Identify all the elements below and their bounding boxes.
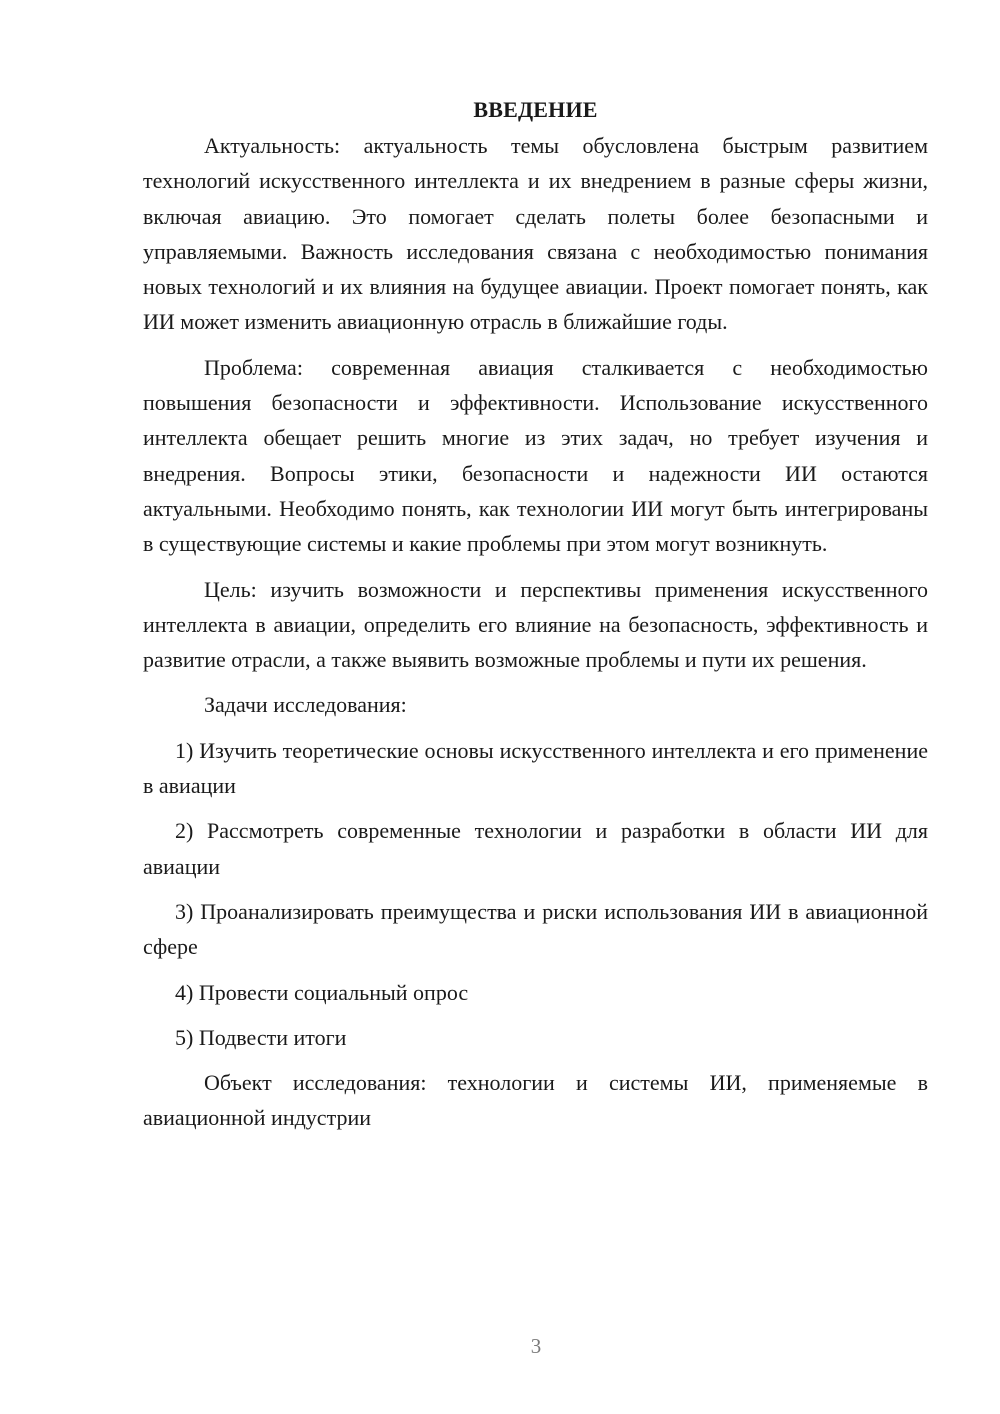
- page-number: 3: [530, 1334, 542, 1358]
- tasks-list: [143, 733, 928, 1055]
- tasks-heading: Задачи исследования:: [204, 692, 407, 718]
- goal-paragraph: Цель: изучить возможности и перспективы применения искусственного интеллекта в авиации, определить его влияние на безопасность, эффективность и развитие отрасли, а также выявить возможные проблемы и пути их решения.: [143, 576, 928, 673]
- list-item: 2) Рассмотреть современные технологии и разработки в области ИИ для авиации: [143, 818, 928, 879]
- list-item: 1) Изучить теоретические основы искусственного интеллекта и его применение в авиации: [143, 737, 928, 799]
- object-paragraph: Объект исследования: технологии и системы ИИ, применяемые в авиационной индустрии: [143, 1070, 928, 1131]
- relevance-paragraph: Актуальность: актуальность темы обусловлена быстрым развитием технологий искусственного интеллекта и их внедрением в разные сферы жизни, включая авиацию. Это помогает сделать полеты более безопасными и управляемыми. Важность исследования связана с необходимостью понимания новых технологий и их влияния на будущее авиации. Проект помогает понять, как ИИ может изменить авиационную отрасль в ближайшие годы.: [143, 133, 928, 335]
- list-item: 4) Провести социальный опрос: [175, 979, 469, 1005]
- list-item: 5) Подвести итоги: [175, 1024, 347, 1050]
- document-page: [143, 92, 928, 1146]
- section-title: ВВЕДЕНИЕ: [473, 97, 598, 122]
- list-item: 3) Проанализировать преимущества и риски использования ИИ в авиационной сфере: [143, 898, 928, 960]
- problem-paragraph: Проблема: современная авиация сталкивается с необходимостью повышения безопасности и эффективности. Использование искусственного интеллекта обещает решить многие из этих задач, но требует изучения и внедрения. Вопросы этики, безопасности и надежности ИИ остаются актуальными. Необходимо понять, как технологии ИИ могут быть интегрированы в существующие системы и какие проблемы при этом могут возникнуть.: [143, 354, 928, 557]
